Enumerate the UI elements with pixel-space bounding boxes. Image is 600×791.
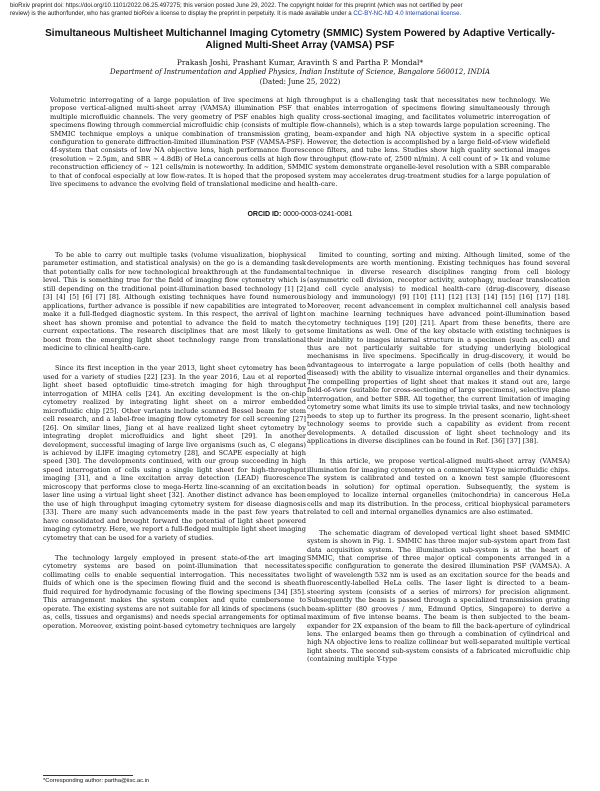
left-column xyxy=(43,251,306,642)
paper-title: Simultaneous Multisheet Multichannel Imaging Cytometry (SMMIC) System Powered by Adaptive Vertically-Aligned Multi-Sheet Array (VAMSA) PSF xyxy=(45,28,555,51)
authors: Prakash Joshi, Prashant Kumar, Aravinth S and Partha P. Mondal* xyxy=(176,58,424,67)
paragraph: limited to counting, sorting and mixing. Although limited, some of the developments are worth mentioning. Existing techniques has found several technique in diverse research disciplines ranging from cell biology (asymmetric cell division, receptor activity, autophagy, nuclear translocation and cell cycle analysis) to medical health-care (drug-discovery, disease biology and immunology) [9] [10] [11] [12] [13] [14] [15] [16] [17] [18]. Moreover, recent advancement in complex multichannel cell analysis based on machine learning techniques have advanced point-illumination based cytometry techniques [19] [20] [21]. Apart from these benefits, there are some limitations as well. One of the key obstacle with existing techniques is their inability to images internal structure in a specimen (such as,cell) and thus are not particularly suitable for studying underlying biological mechanisms in live specimens. Specifically in drug-discovery, it would be advantageous to interrogate a large population of cells (both healthy and diseased) with the ability to visualize internal organelles and their dynamics. The compelling properties of light sheet that makes it stand out are, large field-of-view (suitable for cross-sectioning of large specimens), selective plane interrogation, and better SBR. All together, the current limitation of imaging cytometry some what limits its use to simple trivial tasks, and new technology needs to step up to further its progress. In the present scenario, light-sheet technology seems to provide such a capability as evident from recent developments. A detailed discussion of light sheet technology and its applications in diverse disciplines can be found in Ref. [36] [37] [38]. xyxy=(307,251,570,445)
paragraph: In this article, we propose vertical-aligned multi-sheet array (VAMSA) illumination for imaging cytometry on a commercial Y-type microfluidic chips. The system is calibrated and tested on a known test sample (fluorescent beads in solution) for optimal operation. Subsequently, the system is employed to localize internal organelles (mitochondria) in cancerous HeLa cells and map its distribution. In the process, critical biophysical parameters related to cell and internal organelles dynamics are also estimated. xyxy=(307,457,570,517)
preprint-banner xyxy=(10,2,590,18)
affiliation: Department of Instrumentation and Applied Physics, Indian Institute of Science, Bangalore 560012, INDIA xyxy=(109,68,491,76)
footnote-rule xyxy=(43,775,133,776)
orcid xyxy=(50,211,550,218)
banner-line-1: bioRxiv preprint doi: https://doi.org/10.1101/2022.06.25.497275; this version posted June 29, 2022. The copyright holder for this preprint (which was not certified by peer xyxy=(10,2,463,9)
paragraph: The technology largely employed in present state-of-the art imaging cytometry systems are based on point-illumination that necessitates collimating cells to enable sequential interrogation. This necessitates two fluids of which one is the specimen flowing fluid and the second is sheath fluid required for hydrodynamic focusing of the flowing specimens [34] [35]. This arrangement makes the system complex and quite cumbersome to operate. The existing systems are not suitable for all kinds of specimens (such as, cells, tissues and organisms) and needs special arrangements for optimal operation. Moreover, existing point-based cytometry techniques are largely xyxy=(43,553,306,630)
banner-line-2 xyxy=(10,10,590,18)
abstract: Volumetric interrogating of a large population of live specimens at high throughput is a challenging task that necessitates new technology. We propose vertical-aligned multi-sheet array (VAMSA) illumination PSF that enables interrogation of specimens flowing simultaneously through multiple microfluidic channels. The very geometry of PSF enables high quality cross-sectional imaging, and facilitates volumetric interrogation of specimens flowing through commercial microfluidic chip (consists of multiple flow-channels), which is a step towards large population screening. The SMMIC technique employs a unique combination of transmission grating, beam-expander and high NA objective system in a specific optical configuration to generate diffraction-limited illumination PSF (VAMSA-PSF). However, the detection is accomplished by a large field-of-view widefield 4f-system that consists of low NA objective lens, high performance fluorescence filters, and tube lens. Studies show high quality sectional images (resolution ∼ 2.5μm, and SBR ∼ 4.8dB) of HeLa cancerous cells at high flow throughput (flow-rate of, 2500 nl/min). A cell count of > 1k and volume reconstruction efficiency of ∼ 121 cells/min is noteworthy. In addition, SMMIC system demonstrate organelle-level resolution with a SBR comparable to that of confocal especially at low flow-rates. It is hoped that the proposed system may accelerates drug-treatment studies for a large population of live specimens to advance the evolving field of translational medicine and health-care. xyxy=(50,96,550,189)
orcid-label: ORCID ID: xyxy=(247,211,282,218)
license-link[interactable]: CC-BY-NC-ND 4.0 International license xyxy=(353,10,460,17)
right-column xyxy=(307,251,570,676)
paragraph: To be able to carry out multiple tasks (volume visualization, biophysical parameter estimation, and statistical analysis) on the go is a demanding task that potentially calls for new technological breakthrough at the fundamental level. This is something true for the field of imaging flow cytometry which is still depending on the traditional point-illumination based technology [1] [2] [3] [4] [5] [6] [7] [8]. Although existing techniques have found numerous applications, further advance is possible if new capabilities are integrated to make it a full-fledged diagnostic system. In this respect, the arrival of light sheet has shown promise and potential to advance the field to match the current expectations. The research disciplines that are most likely to get boost from the emerging light sheet technology range from translational medicine to clinical health-care. xyxy=(43,251,306,352)
paragraph: The schematic diagram of developed vertical light sheet based SMMIC system is shown in Fig. 1. SMMIC has three major sub-system apart from fast data acquisition system. The illumination sub-system is at the heart of SMMIC, that comprise of three major optical components arranged in a specific configuration to generate the desired illumination PSF (VAMSA). A light of wavelength 532 nm is used as an excitation source for the beads and fluorescently-labelled HeLa cells. The laser light is directed to a beam-steering system (consists of a series of mirrors) for precision alignment. Subsequently the beam is passed through a specialized transmission grating beam-splitter (80 grooves / mm, Edmund Optics, Singapore) to derive a maximum of five intense beams. The beam is then subjected to the beam-expander for 2X expansion of the beam to fill the back-aperture of cylindrical lens. The enlarged beams then go through a combination of cylindrical and high NA objective lens to realize collinear but well-separated multiple vertical light sheets. The second sub-system consists of a fabricated microfluidic chip (containing multiple Y-type xyxy=(307,528,570,664)
banner-line-2-text: review) is the author/funder, who has granted bioRxiv a license to display the preprint in perpetuity. It is made available under a xyxy=(10,10,354,17)
banner-line-2-end: . xyxy=(459,10,462,17)
orcid-value: 0000-0003-0241-0081 xyxy=(283,211,353,218)
paragraph: Since its first inception in the year 2013, light sheet cytometry has been used for a variety of studies [22] [23]. In the year 2016, Lau et al reported light sheet based optofluidic time-stretch imaging for high throughput interrogation of MIHA cells [24]. An exciting development is the on-chip cytometry realized by integrating light sheet on a mirror embedded microfluidic chip [25]. Other variants include scanned Bessel beam for stem cell research, and a label-free imaging flow cytometry for cell screening [27] [26]. On similar lines, Jiang et al have realized light sheet cytometry by integrating droplet microfluidics and light sheet [29]. In another development, successful imaging of large live organisms (such as, C elegans) is achieved by iLIFE imaging cytometry [28], and SCAPE especially at high speed [30]. The developments continued, with our group succeeding in high speed interrogation of cells using a single light sheet for high-throughput imaging [31], and a line excitation array detection (LEAD) fluorescence microscopy that performs close to mega-Hertz line-scanning of an excitation laser line using a virtual light sheet [32]. Another distinct advance has been the use of high throughput imaging cytometry system for disease diagnosis [33]. There are many such advancements made in the past few years that have consolidated and brought forward the potential of light sheet powered imaging cytometry. Here, we report a full-fledged multiple light sheet imaging cytometry that can be used for a variety of studies. xyxy=(43,364,306,542)
footnote: *Corresponding author: partha@iisc.ac.in xyxy=(43,778,150,784)
date: (Dated: June 25, 2022) xyxy=(259,78,341,86)
